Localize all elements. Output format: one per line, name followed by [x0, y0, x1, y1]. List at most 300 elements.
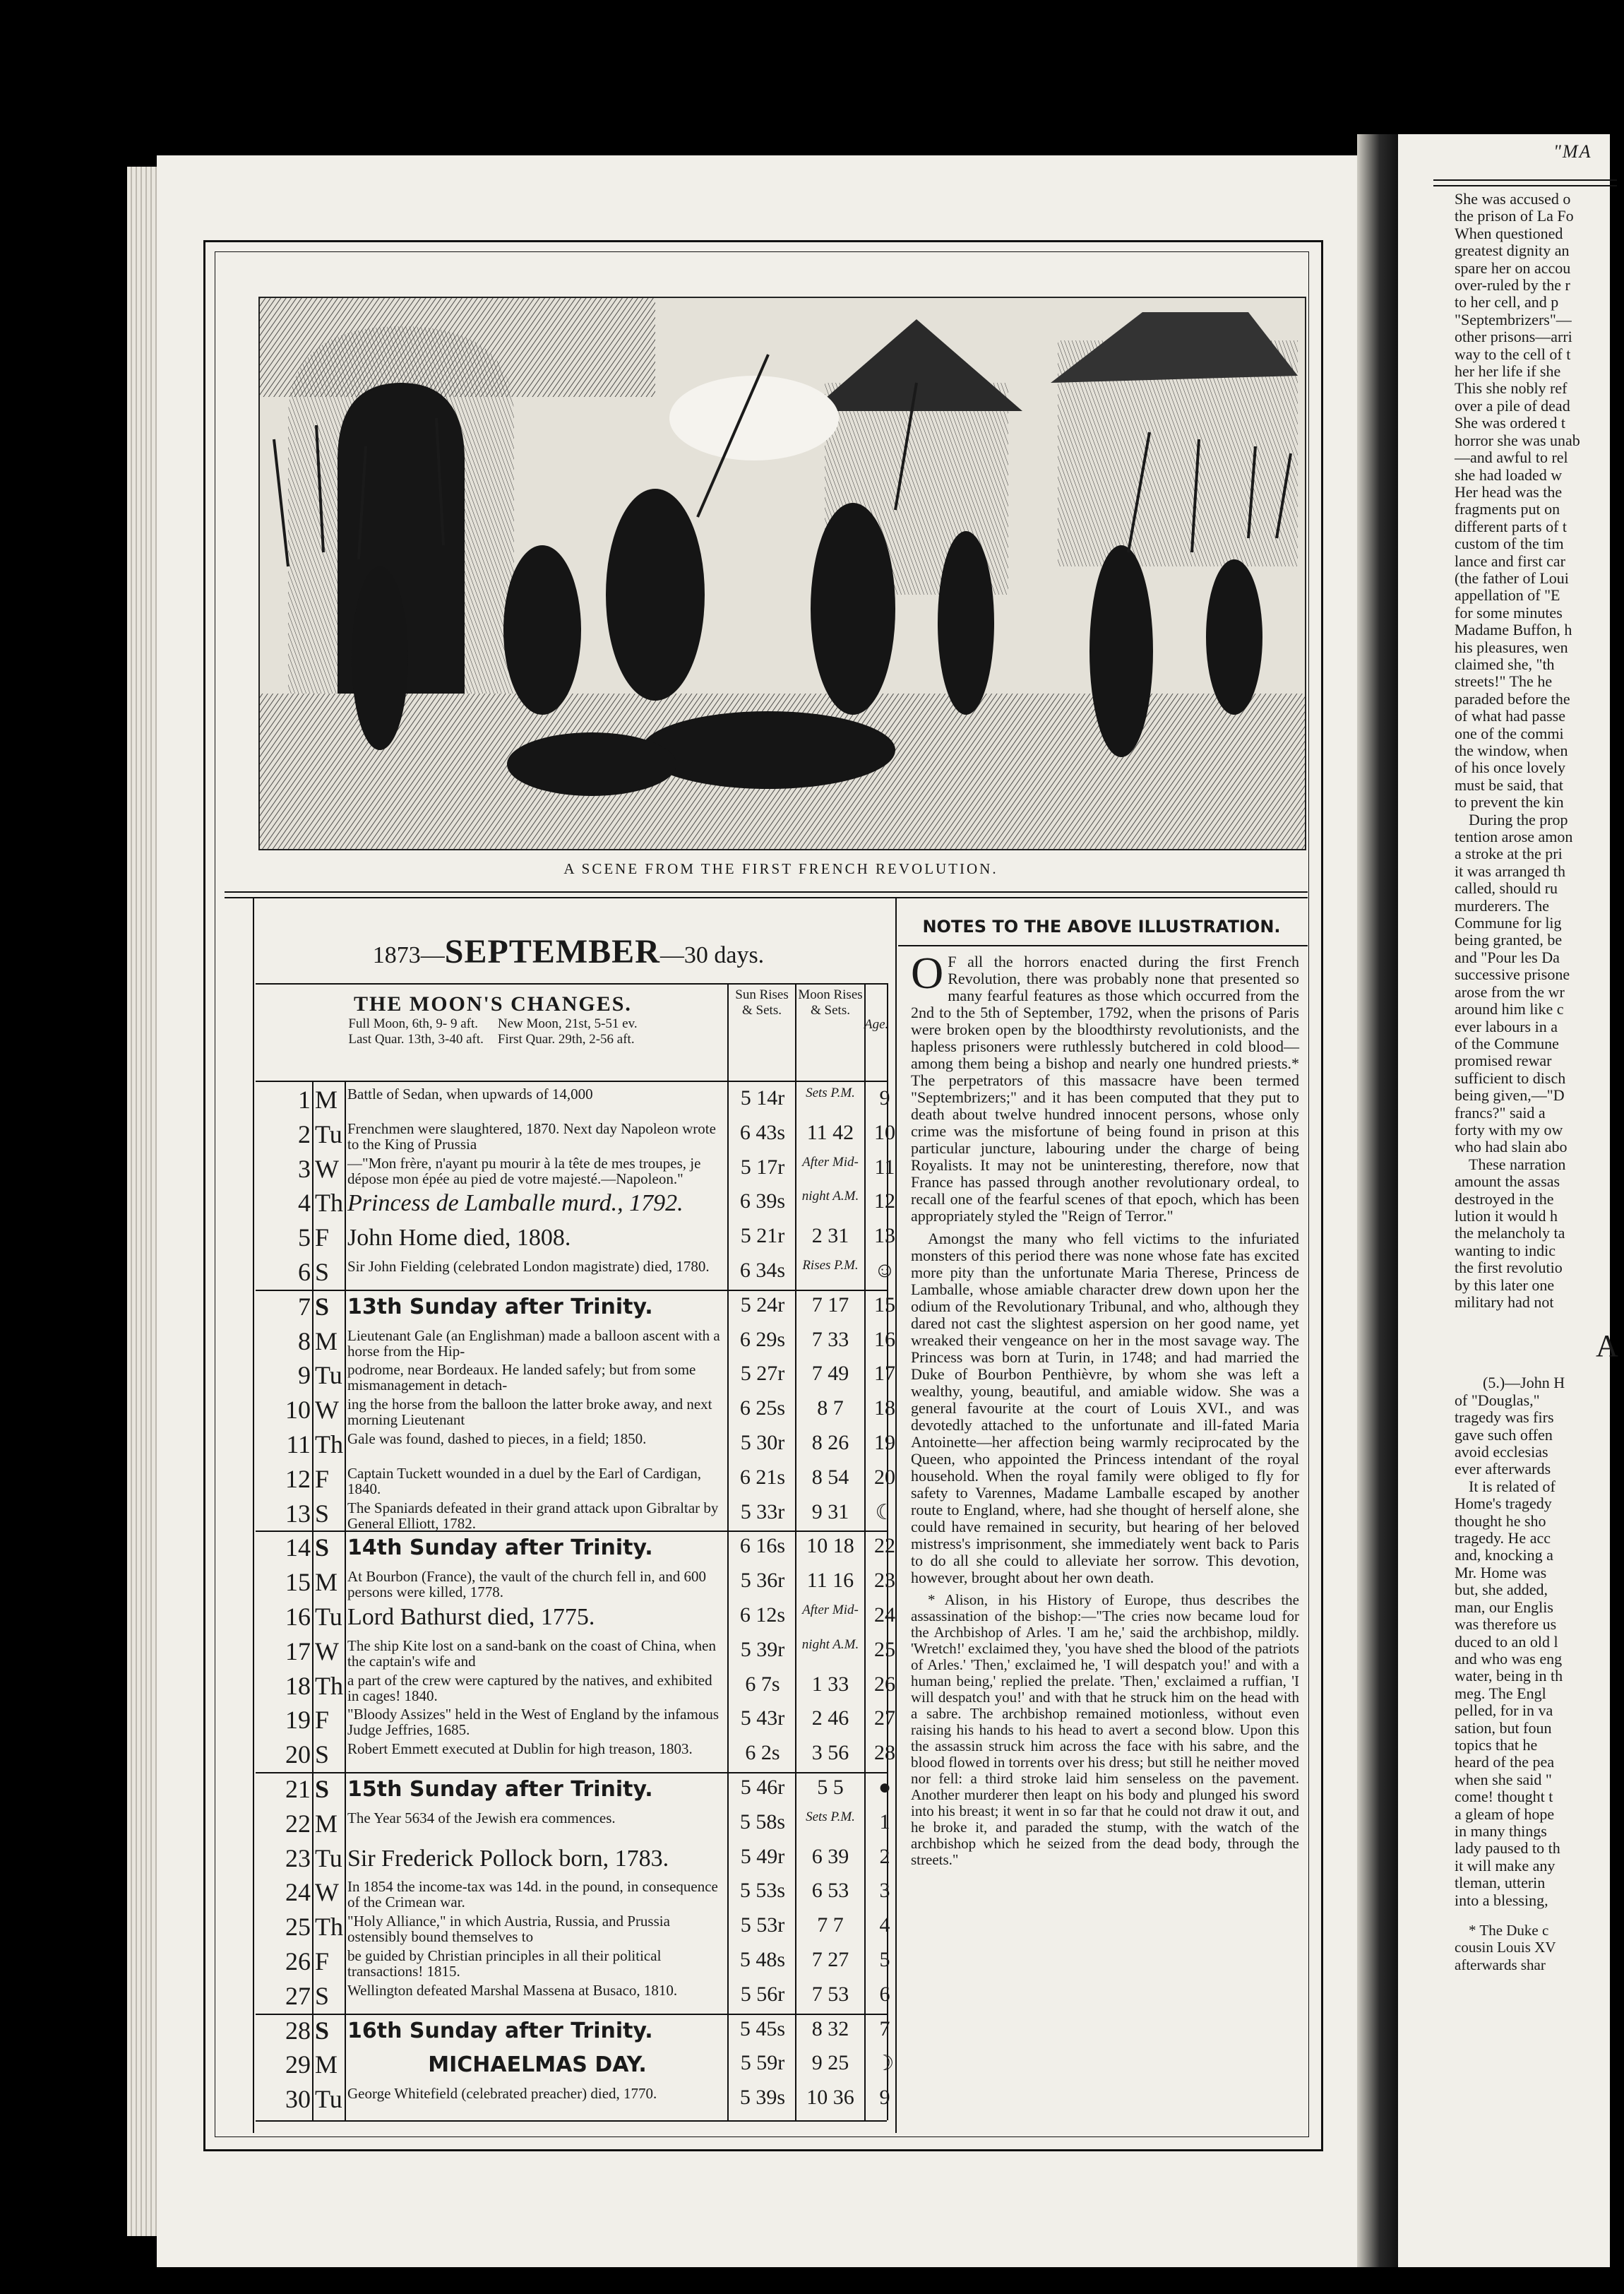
weekday: Th — [315, 1913, 343, 1942]
day-number: 22 — [285, 1809, 311, 1838]
right-page-line: Commune for lig — [1455, 914, 1562, 932]
moon-age: ☺ — [873, 1259, 896, 1282]
day-number: 27 — [285, 1981, 311, 2010]
sun-time: 5 14r — [740, 1086, 785, 1110]
moon-age: 20 — [874, 1465, 895, 1489]
calendar-event: Wellington defeated Marshal Massena at Busaco, 1810. — [347, 1981, 678, 1999]
sun-time: 5 48s — [739, 1948, 786, 1971]
col-moon-header: Moon Rises & Sets. — [798, 987, 863, 1018]
weekday: Tu — [315, 2085, 342, 2114]
notes-footnote: * Alison, in his History of Europe, thus describes the assassination of the bishop:—"The cries now became loud for the Archbishop of Arles. 'I am he,' said the archbishop, mildly. 'Wretch!' exclaimed they, 'you have shed the blood of the patriots of Arles.' 'Then,' exclaimed he, 'I will despatch you!' and with a human being,' replied the prelate. 'Then,' exclaimed a ruffian, 'I will despatch you!' and with that he struck him on the head with a sabre. The archbishop remained motionless, without even raising his hands to his head to avert a second blow. Upon this the assassin struck him across the face with his sabre, and the blood flowed in torrents over his dress; but still he neither moved nor fell: a third stroke laid him senseless on the pavement. Another murderer then leapt on his body and plunged his sword into his breast; it went in so far that he could not draw it out, and he broke it, and paraded the stump, with the watch of the archbishop which he seized from the dead body, through the streets." — [911, 1591, 1299, 1868]
right-page-line: topics that he — [1455, 1735, 1538, 1754]
right-page-line: These narration — [1469, 1155, 1566, 1173]
calendar-top-rule — [256, 983, 887, 985]
weekday: S — [315, 2016, 330, 2045]
right-page-rule — [1433, 179, 1617, 181]
right-page-line: must be said, that — [1455, 775, 1563, 794]
sun-time: 5 27r — [740, 1362, 785, 1386]
right-page-line: "Septembrizers"— — [1455, 310, 1572, 328]
moon-time: After Mid- — [802, 1154, 859, 1170]
right-page-line: the window, when — [1455, 742, 1568, 759]
right-page-line: pelled, for in va — [1455, 1701, 1553, 1720]
moon-time: After Mid- — [802, 1603, 859, 1617]
sun-time: 5 59r — [740, 2051, 785, 2075]
revolution-scene-engraving — [260, 298, 1305, 849]
day-number: 16 — [285, 1603, 311, 1631]
right-page-line: around him like c — [1455, 1000, 1564, 1018]
calendar-title: 1873—SEPTEMBER—30 days. — [372, 933, 765, 970]
right-page-line: one of the commi — [1455, 724, 1564, 742]
drop-cap: O — [911, 948, 944, 998]
right-page-line: wanting to indic — [1455, 1241, 1556, 1259]
right-page-line: afterwards shar — [1455, 1956, 1546, 1973]
moon-first-quarter: First Quar. 29th, 2-56 aft. — [497, 1032, 635, 1047]
sun-time: 6 2s — [745, 1741, 780, 1765]
moon-age: ☽ — [875, 2052, 895, 2076]
moon-age: 26 — [874, 1672, 895, 1696]
moon-age: ☾ — [875, 1500, 895, 1524]
weekday: S — [315, 1775, 330, 1803]
right-page-line: when she said " — [1455, 1770, 1552, 1788]
calendar-event: George Whitefield (celebrated preacher) died, 1770. — [347, 2085, 657, 2103]
right-page-line: and "Pour les Da — [1455, 948, 1560, 966]
right-page-line: to her cell, and p — [1455, 293, 1559, 311]
weekday: Tu — [315, 1119, 342, 1148]
right-page-line: lady paused to th — [1455, 1839, 1560, 1858]
moon-time: Rises P.M. — [802, 1258, 859, 1273]
moon-time: 1 33 — [811, 1672, 849, 1696]
moon-time: Sets P.M. — [806, 1809, 855, 1824]
right-page-line: This she nobly ref — [1455, 379, 1568, 398]
moon-age: 6 — [879, 1982, 890, 2006]
right-page-text — [1455, 191, 1624, 1973]
day-number: 7 — [298, 1292, 311, 1321]
weekday: Th — [315, 1430, 343, 1458]
moon-time: 11 42 — [806, 1120, 854, 1144]
sun-time: 6 12s — [739, 1603, 786, 1627]
right-page-line: greatest dignity an — [1455, 242, 1570, 260]
moon-time: 3 56 — [811, 1741, 849, 1765]
moon-age: 7 — [879, 2016, 890, 2040]
right-page-line: arose from the wr — [1455, 982, 1565, 1001]
day-number: 15 — [285, 1568, 311, 1597]
calendar-event: be guided by Christian principles in all their political transactions! 1815. — [347, 1947, 662, 1980]
day-number: 13 — [285, 1499, 311, 1528]
day-number: 30 — [285, 2085, 311, 2114]
right-page-line: gave such offen — [1455, 1425, 1553, 1444]
weekday: S — [315, 1258, 330, 1286]
moon-age: 28 — [874, 1741, 895, 1765]
calendar-event: The Spaniards defeated in their grand attack upon Gibraltar by General Elliott, 1782. — [347, 1499, 719, 1532]
calendar-event: 15th Sunday after Trinity. — [347, 1777, 653, 1802]
weekday: W — [315, 1154, 339, 1183]
sun-time: 5 58s — [739, 1809, 786, 1834]
calendar-month: SEPTEMBER — [444, 933, 660, 970]
weekday: F — [315, 1223, 330, 1252]
moon-last-quarter: Last Quar. 13th, 3-40 aft. — [348, 1032, 484, 1047]
right-page-line: tragedy was firs — [1455, 1408, 1554, 1427]
right-page-line: ever afterwards — [1455, 1460, 1551, 1478]
right-page-line: Home's tragedy — [1455, 1494, 1552, 1513]
right-page-line: lution it would h — [1455, 1206, 1558, 1225]
calendar-event: Frenchmen were slaughtered, 1870. Next day Napoleon wrote to the King of Prussia — [347, 1119, 716, 1153]
moon-time: night A.M. — [801, 1189, 859, 1204]
moon-age: 3 — [879, 1879, 890, 1903]
weekday: F — [315, 1464, 330, 1493]
weekday: Tu — [315, 1361, 342, 1390]
right-page-line: who had slain abo — [1455, 1138, 1568, 1156]
sun-time: 5 36r — [740, 1569, 785, 1593]
right-page-line: murderers. The — [1455, 896, 1549, 915]
right-page-line: into a blessing, — [1455, 1891, 1548, 1909]
right-page-line: being granted, be — [1455, 931, 1563, 949]
moon-time: 9 31 — [811, 1499, 849, 1523]
moon-time: night A.M. — [801, 1636, 859, 1652]
weekday: S — [315, 1292, 330, 1321]
moon-time: 2 46 — [811, 1706, 849, 1730]
notes-rule — [898, 945, 1308, 946]
right-page-line: her her life if she — [1455, 362, 1561, 381]
sun-time: 5 56r — [740, 1982, 785, 2006]
right-page-line: During the prop — [1469, 810, 1568, 828]
right-page-line: over-ruled by the r — [1455, 276, 1570, 295]
moon-time: 11 16 — [806, 1569, 854, 1593]
day-number: 12 — [285, 1464, 311, 1493]
sun-time: 5 24r — [740, 1292, 785, 1317]
weekday: Th — [315, 1671, 343, 1700]
calendar-event: The ship Kite lost on a sand-bank on the coast of China, when the captain's wife and — [347, 1636, 716, 1670]
sun-time: 5 39r — [740, 1637, 785, 1661]
day-number: 29 — [285, 2050, 311, 2079]
moon-age: 10 — [874, 1120, 895, 1144]
calendar-event: John Home died, 1808. — [347, 1225, 571, 1252]
right-page-line: Mr. Home was — [1455, 1563, 1547, 1581]
day-number: 11 — [286, 1430, 311, 1458]
calendar-event: "Holy Alliance," in which Austria, Russia, and Prussia ostensibly bound themselves to — [347, 1913, 670, 1946]
right-page-line: She was accused o — [1455, 190, 1571, 208]
sun-time: 6 16s — [739, 1534, 786, 1558]
calendar-event: Gale was found, dashed to pieces, in a field; 1850. — [347, 1430, 647, 1447]
right-page-line: but, she added, — [1455, 1581, 1548, 1599]
day-number: 2 — [298, 1119, 311, 1148]
right-page-line: sation, but foun — [1455, 1718, 1552, 1737]
moon-time: 7 49 — [811, 1362, 849, 1386]
right-page-line: destroyed in the — [1455, 1189, 1554, 1208]
calendar-header-rule — [256, 1081, 887, 1082]
sun-time: 5 39s — [739, 2086, 786, 2110]
moon-age: 9 — [879, 1086, 890, 1110]
right-page-line: to prevent the kin — [1455, 793, 1564, 812]
section-divider — [225, 891, 1308, 893]
moon-age: 25 — [874, 1637, 895, 1661]
day-number: 26 — [285, 1947, 311, 1975]
weekday: S — [315, 1499, 330, 1528]
sun-time: 5 17r — [740, 1155, 785, 1179]
right-page-line: it was arranged th — [1455, 862, 1565, 880]
right-page-line: a gleam of hope — [1455, 1805, 1555, 1823]
week-rule — [256, 1290, 887, 1291]
section-divider — [225, 897, 1308, 898]
moon-age: 2 — [879, 1844, 890, 1868]
calendar-event: 13th Sunday after Trinity. — [347, 1294, 653, 1319]
calendar-event: "Bloody Assizes" held in the West of England by the infamous Judge Jeffries, 1685. — [347, 1706, 720, 1739]
right-page-line: claimed she, "th — [1455, 655, 1555, 673]
sun-time: 5 46r — [740, 1776, 785, 1799]
right-page-line: sufficient to disch — [1455, 1069, 1566, 1087]
moon-time: 8 32 — [811, 2016, 849, 2040]
right-page-line: avoid ecclesias — [1455, 1443, 1548, 1461]
moon-age: 13 — [874, 1224, 895, 1248]
weekday: S — [315, 1740, 330, 1769]
weekday: Tu — [315, 1843, 342, 1872]
moon-age: 24 — [874, 1603, 895, 1627]
right-page-line: * The Duke c — [1469, 1922, 1549, 1939]
sun-time: 6 43s — [739, 1120, 786, 1144]
moon-time: 6 39 — [811, 1844, 849, 1868]
calendar-bottom-rule — [256, 2120, 887, 2122]
calendar-event: podrome, near Bordeaux. He landed safely; but from some mismanagement in detach- — [347, 1361, 696, 1394]
calendar-days-note: 30 days. — [683, 942, 765, 968]
right-page-line: the melancholy ta — [1455, 1224, 1565, 1242]
right-page-line: of the Commune — [1455, 1034, 1559, 1052]
calendar-event: Sir Frederick Pollock born, 1783. — [347, 1845, 669, 1872]
day-number: 6 — [298, 1258, 311, 1286]
day-number: 18 — [285, 1671, 311, 1700]
notes-title: NOTES TO THE ABOVE ILLUSTRATION. — [922, 917, 1281, 937]
day-number: 8 — [298, 1326, 311, 1355]
calendar-event: The Year 5634 of the Jewish era commences. — [347, 1809, 616, 1826]
day-number: 20 — [285, 1740, 311, 1769]
moon-age: 19 — [874, 1431, 895, 1454]
sun-time: 6 25s — [739, 1396, 786, 1420]
calendar-event: Princess de Lamballe murd., 1792. — [347, 1190, 683, 1217]
day-number: 5 — [298, 1223, 311, 1252]
sun-time: 5 53r — [740, 1913, 785, 1937]
weekday: M — [315, 2050, 338, 2079]
right-page-line: appellation of "E — [1455, 586, 1560, 605]
week-rule — [256, 1531, 887, 1532]
moon-time: 7 17 — [811, 1292, 849, 1317]
calendar-year: 1873 — [372, 942, 421, 968]
right-page-line: man, our Englis — [1455, 1598, 1553, 1616]
right-page-line: paraded before the — [1455, 689, 1570, 708]
illustration-caption: A SCENE FROM THE FIRST FRENCH REVOLUTION. — [563, 860, 998, 877]
right-page-line: tragedy. He acc — [1455, 1529, 1551, 1547]
calendar-event: ing the horse from the balloon the latter broke away, and next morning Lieutenant — [347, 1396, 712, 1429]
right-page-line: francs?" said a — [1455, 1103, 1546, 1122]
moon-full: Full Moon, 6th, 9- 9 aft. — [348, 1016, 479, 1031]
book-page-edges — [127, 167, 161, 2236]
weekday: Th — [315, 1189, 343, 1218]
calendar-event: 16th Sunday after Trinity. — [347, 2018, 653, 2043]
moon-age: 27 — [874, 1706, 895, 1730]
day-number: 25 — [285, 1913, 311, 1942]
right-page-line: the prison of La Fo — [1455, 207, 1574, 225]
weekday: W — [315, 1396, 339, 1425]
right-page-line: She was ordered t — [1455, 414, 1566, 432]
right-page-line: of his once lovely — [1455, 759, 1566, 777]
sun-time: 6 7s — [745, 1672, 780, 1696]
right-page-line: meg. The Engl — [1455, 1684, 1546, 1702]
right-page-line: for some minutes — [1455, 603, 1563, 622]
right-page-line: amount the assas — [1455, 1172, 1560, 1191]
right-page-line: different parts of t — [1455, 517, 1568, 535]
right-page-line: Madame Buffon, h — [1455, 621, 1572, 639]
right-page-line: (5.)—John H — [1483, 1374, 1565, 1392]
right-page-line: over a pile of dead — [1455, 396, 1570, 415]
day-number: 28 — [285, 2016, 311, 2045]
moon-new: New Moon, 21st, 5-51 ev. — [497, 1016, 638, 1031]
right-page-line: by this later one — [1455, 1276, 1555, 1294]
right-page-line: When questioned — [1455, 224, 1563, 242]
right-page-rule — [1433, 185, 1617, 186]
right-page-line: tention arose amon — [1455, 828, 1573, 846]
moon-age: 15 — [874, 1292, 895, 1317]
right-page-line: heard of the pea — [1455, 1753, 1555, 1771]
moon-time: 7 27 — [811, 1948, 849, 1971]
moon-age: 12 — [874, 1189, 895, 1213]
moon-age: ● — [878, 1776, 892, 1799]
book-gutter — [1357, 134, 1398, 2267]
calendar-event: 14th Sunday after Trinity. — [347, 1535, 653, 1561]
moon-time: 10 18 — [806, 1534, 854, 1558]
right-page-line: —and awful to rel — [1455, 448, 1568, 467]
weekday: M — [315, 1809, 338, 1838]
right-page-line: called, should ru — [1455, 879, 1558, 898]
calendar-event: MICHAELMAS DAY. — [428, 2052, 647, 2078]
sun-time: 6 39s — [739, 1189, 786, 1213]
calendar-left-rule — [253, 897, 254, 2133]
calendar-event: Lord Bathurst died, 1775. — [347, 1604, 595, 1630]
right-page-line: It is related of — [1469, 1477, 1556, 1495]
notes-paragraph: O F all the horrors enacted during the first French Revolution, there was probably none that presented so many fearful features as those which occurred from the 2nd to the 5th of September, 1792, when the prisons of Paris were broken open by the bloodthirsty revolutionists, and the hapless prisoners were ruthlessly butchered in cold blood—among them being a bishop and nearly one hundred priests.* The perpetrators of this massacre have been termed "Septembrizers;" and it has been computed that they put to death about twelve hundred innocent persons, whose only crime was the misfortune of being found in prison at this particular juncture, labouring under the charge of being Royalists. It may not be uninteresting, therefore, now that France has passed through another revolutionary ordeal, to recall one of the fearful scenes of that epoch, which has been appropriately styled the "Reign of Terror." — [911, 948, 1299, 1225]
moon-age: 23 — [874, 1569, 895, 1593]
sun-time: 5 21r — [740, 1224, 785, 1248]
moon-time: 8 26 — [811, 1431, 849, 1454]
moon-changes-title: THE MOON'S CHANGES. — [354, 992, 632, 1016]
moon-time: 9 25 — [811, 2051, 849, 2075]
moon-age: 22 — [874, 1534, 895, 1558]
weekday: S — [315, 1981, 330, 2010]
calendar-event: Robert Emmett executed at Dublin for high treason, 1803. — [347, 1740, 693, 1758]
right-page-line: tleman, utterin — [1455, 1874, 1546, 1892]
right-page-line: his pleasures, wen — [1455, 638, 1568, 656]
right-page-line: and, knocking a — [1455, 1546, 1553, 1564]
moon-age: 5 — [879, 1948, 890, 1971]
moon-time: 7 33 — [811, 1327, 849, 1351]
day-number: 17 — [285, 1636, 311, 1665]
calendar-event: At Bourbon (France), the vault of the church fell in, and 600 persons were killed, 1778. — [347, 1568, 706, 1601]
sun-time: 6 21s — [739, 1465, 786, 1489]
calendar-event: —"Mon frère, n'ayant pu mourir à la tête de mes troupes, je dépose mon épée au pied de votre majesté.—Napoleon." — [347, 1154, 701, 1187]
moon-changes-header — [258, 992, 728, 1047]
day-number: 24 — [285, 1878, 311, 1907]
col-age-header: Age. — [864, 1017, 889, 1032]
weekday: M — [315, 1568, 338, 1597]
moon-time: 7 53 — [811, 1982, 849, 2006]
weekday: M — [315, 1086, 338, 1114]
weekday: S — [315, 1533, 330, 1562]
right-page-line: come! thought t — [1455, 1788, 1553, 1806]
right-page-line: (the father of Loui — [1455, 569, 1569, 587]
calendar-event: Lieutenant Gale (an Englishman) made a balloon ascent with a horse from the Hip- — [347, 1326, 720, 1360]
moon-age: 18 — [874, 1396, 895, 1420]
right-page-line: cousin Louis XV — [1455, 1939, 1556, 1956]
day-number: 3 — [298, 1154, 311, 1183]
moon-age: 16 — [874, 1327, 895, 1351]
right-page-line: the first revolutio — [1455, 1259, 1563, 1277]
notes-body — [911, 948, 1299, 1874]
right-page-section-initial: A — [1596, 1329, 1618, 1364]
sun-time: 5 43r — [740, 1706, 785, 1730]
calendar-col-rule — [312, 1081, 314, 2120]
calendar-event: Battle of Sedan, when upwards of 14,000 — [347, 1086, 593, 1103]
moon-time: 2 31 — [811, 1224, 849, 1248]
right-page-line: successive prisone — [1455, 965, 1570, 984]
day-number: 9 — [298, 1361, 311, 1390]
right-page-line: thought he sho — [1455, 1511, 1546, 1530]
moon-time: Sets P.M. — [806, 1086, 855, 1100]
sun-time: 5 33r — [740, 1499, 785, 1523]
week-rule — [256, 1772, 887, 1773]
right-page-line: spare her on accou — [1455, 258, 1571, 277]
right-page-line: military had not — [1455, 1293, 1554, 1311]
day-number: 10 — [285, 1396, 311, 1425]
right-page-line: horror she was unab — [1455, 431, 1580, 449]
right-page-line: other prisons—arri — [1455, 328, 1572, 346]
moon-time: 7 7 — [817, 1913, 844, 1937]
right-page-line: was therefore us — [1455, 1615, 1557, 1634]
right-page-title: "MA — [1553, 141, 1592, 162]
moon-age: 17 — [874, 1362, 895, 1386]
moon-time: 5 5 — [817, 1776, 844, 1799]
right-page-line: lance and first car — [1455, 552, 1565, 570]
sun-time: 5 49r — [740, 1844, 785, 1868]
engraving-illustration — [258, 297, 1306, 850]
weekday: W — [315, 1636, 339, 1665]
moon-time: 10 36 — [806, 2086, 854, 2110]
weekday: F — [315, 1947, 330, 1975]
right-page-line: forty with my ow — [1455, 1120, 1563, 1139]
right-page-line: Her head was the — [1455, 482, 1563, 501]
moon-age: 4 — [879, 1913, 890, 1937]
right-page-line: promised rewar — [1455, 1052, 1552, 1070]
day-number: 4 — [298, 1189, 311, 1218]
right-page-line: fragments put on — [1455, 500, 1560, 518]
right-page-line: it will make any — [1455, 1856, 1556, 1874]
weekday: W — [315, 1878, 339, 1907]
sun-time: 6 29s — [739, 1327, 786, 1351]
moon-time: 8 54 — [811, 1465, 849, 1489]
right-page-line: duced to an old l — [1455, 1632, 1558, 1651]
day-number: 1 — [298, 1086, 311, 1114]
week-rule — [256, 2014, 887, 2015]
moon-age: 9 — [879, 2086, 890, 2110]
moon-time: 6 53 — [811, 1879, 849, 1903]
weekday: F — [315, 1706, 330, 1735]
calendar-event: In 1854 the income-tax was 14d. in the pound, in consequence of the Crimean war. — [347, 1878, 718, 1911]
right-page-line: custom of the tim — [1455, 535, 1564, 553]
sun-time: 5 30r — [740, 1431, 785, 1454]
right-page-line: she had loaded w — [1455, 465, 1563, 484]
day-number: 19 — [285, 1706, 311, 1735]
sun-time: 5 45s — [739, 2016, 786, 2040]
right-page-line: a stroke at the pri — [1455, 845, 1563, 863]
moon-age: 1 — [879, 1809, 890, 1834]
weekday: M — [315, 1326, 338, 1355]
calendar-event: Captain Tuckett wounded in a duel by the Earl of Cardigan, 1840. — [347, 1464, 701, 1497]
right-page-line: and who was eng — [1455, 1649, 1563, 1668]
